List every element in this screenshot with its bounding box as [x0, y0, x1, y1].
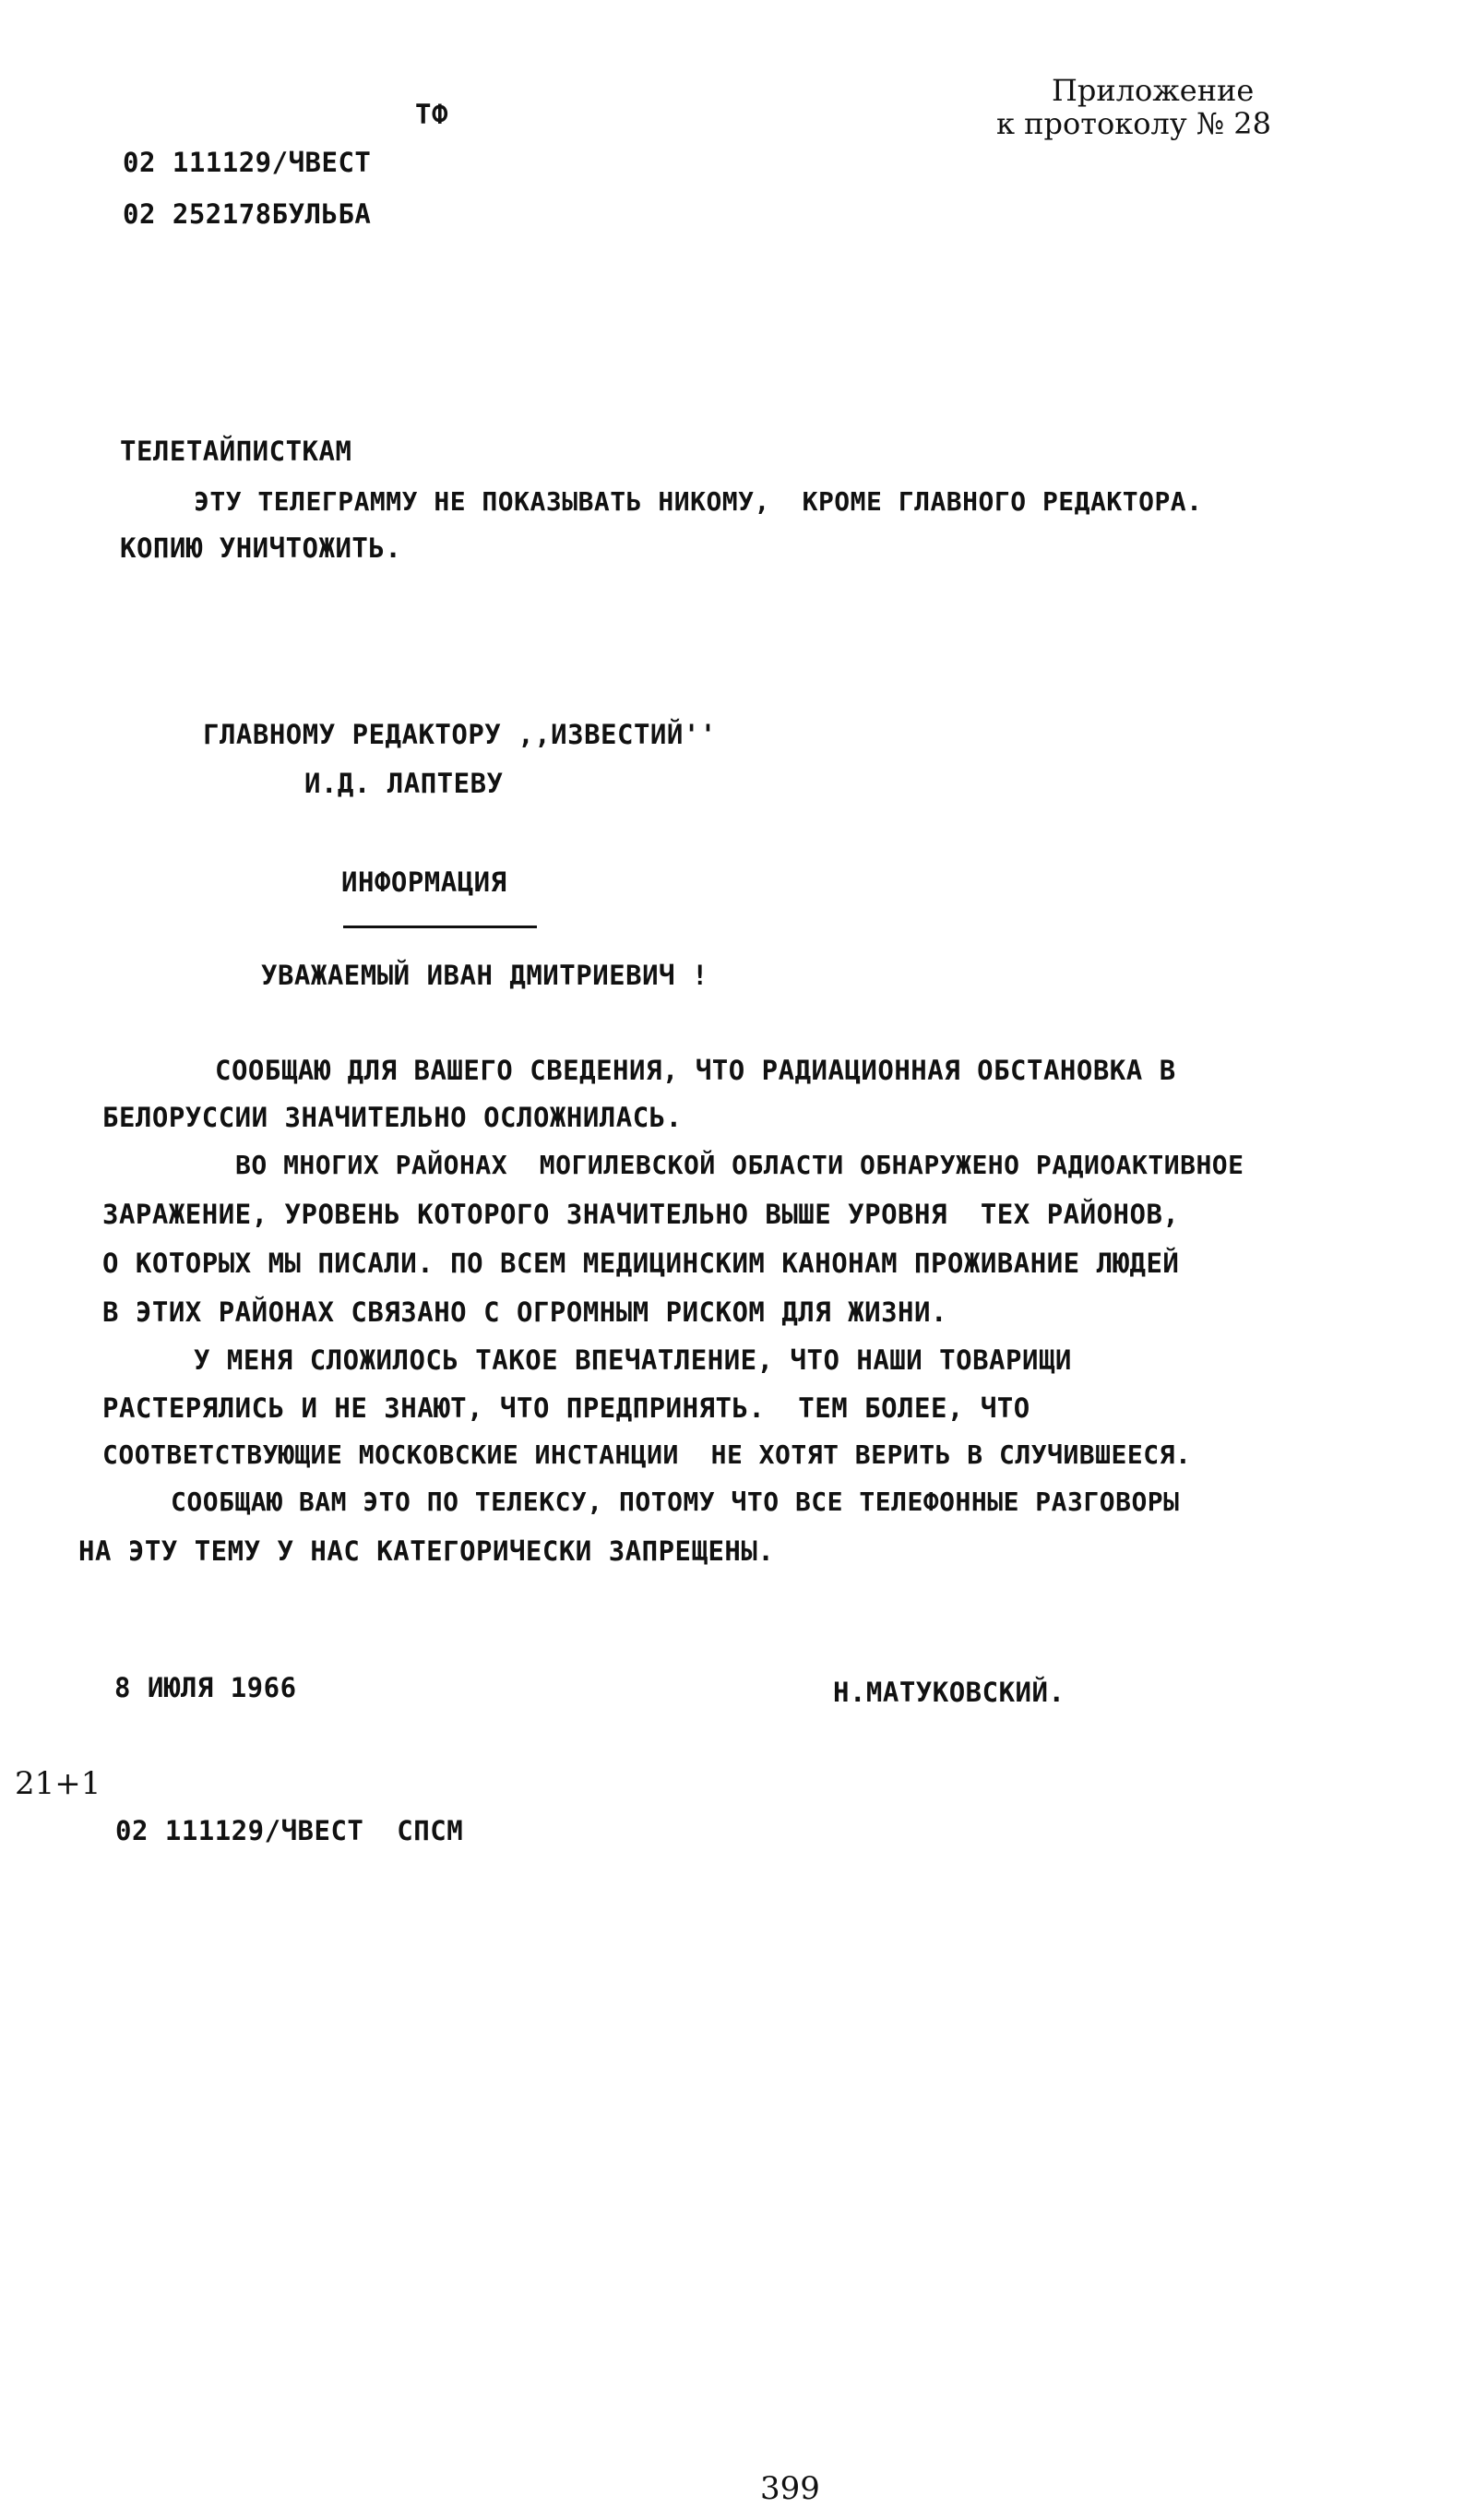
addressee-line-2: И.Д. ЛАПТЕВУ — [304, 768, 504, 799]
appendix-title: Приложение — [1052, 73, 1255, 108]
body-line-6: В ЭТИХ РАЙОНАХ СВЯЗАНО С ОГРОМНЫМ РИСКОМ ДЛЯ ЖИЗНИ. — [102, 1296, 947, 1328]
body-line-1: СООБЩАЮ ДЛЯ ВАШЕГО СВЕДЕНИЯ, ЧТО РАДИАЦИОННАЯ ОБСТАНОВКА В — [215, 1055, 1176, 1086]
route-line-2: 02 252178БУЛЬБА — [123, 198, 372, 230]
route-line-1: 02 111129/ЧВЕСТ — [123, 147, 372, 178]
body-line-8: РАСТЕРЯЛИСЬ И НЕ ЗНАЮТ, ЧТО ПРЕДПРИНЯТЬ. ТЕМ БОЛЕЕ, ЧТО — [102, 1392, 1030, 1424]
doc-title: ИНФОРМАЦИЯ — [341, 866, 507, 898]
body-line-11: НА ЭТУ ТЕМУ У НАС КАТЕГОРИЧЕСКИ ЗАПРЕЩЕНЫ. — [78, 1535, 775, 1567]
salutation: УВАЖАЕМЫЙ ИВАН ДМИТРИЕВИЧ ! — [261, 960, 708, 991]
body-line-3: ВО МНОГИХ РАЙОНАХ МОГИЛЕВСКОЙ ОБЛАСТИ ОБНАРУЖЕНО РАДИОАКТИВНОЕ — [235, 1150, 1244, 1180]
notice-title: ТЕЛЕТАЙПИСТКАМ — [120, 436, 352, 467]
body-line-5: О КОТОРЫХ МЫ ПИСАЛИ. ПО ВСЕМ МЕДИЦИНСКИМ КАНОНАМ ПРОЖИВАНИЕ ЛЮДЕЙ — [102, 1248, 1180, 1279]
body-line-10: СООБЩАЮ ВАМ ЭТО ПО ТЕЛЕКСУ, ПОТОМУ ЧТО ВСЕ ТЕЛЕФОННЫЕ РАЗГОВОРЫ — [171, 1487, 1180, 1517]
page-number: 399 — [760, 2470, 820, 2507]
body-line-7: У МЕНЯ СЛОЖИЛОСЬ ТАКОЕ ВПЕЧАТЛЕНИЕ, ЧТО НАШИ ТОВАРИЩИ — [194, 1344, 1072, 1376]
count-mark: 21+1 — [15, 1765, 101, 1802]
notice-line-1: ЭТУ ТЕЛЕГРАММУ НЕ ПОКАЗЫВАТЬ НИКОМУ, КРОМЕ ГЛАВНОГО РЕДАКТОРА. — [194, 486, 1203, 517]
notice-line-2: КОПИЮ УНИЧТОЖИТЬ. — [120, 532, 402, 564]
end-route-line: 02 111129/ЧВЕСТ СПСМ — [115, 1815, 464, 1846]
addressee-line-1: ГЛАВНОМУ РЕДАКТОРУ ,,ИЗВЕСТИЙ'' — [203, 719, 717, 750]
signature: Н.МАТУКОВСКИЙ. — [833, 1677, 1065, 1708]
body-line-9: СООТВЕТСТВУЮЩИЕ МОСКОВСКИЕ ИНСТАНЦИИ НЕ ХОТЯТ ВЕРИТЬ В СЛУЧИВШЕЕСЯ. — [102, 1439, 1192, 1470]
date: 8 ИЮЛЯ 1966 — [114, 1672, 297, 1703]
appendix-protocol: к протоколу № 28 — [996, 106, 1271, 141]
title-underline — [343, 926, 537, 928]
tf-mark: ТФ — [415, 99, 448, 130]
body-line-2: БЕЛОРУССИИ ЗНАЧИТЕЛЬНО ОСЛОЖНИЛАСЬ. — [102, 1102, 683, 1133]
body-line-4: ЗАРАЖЕНИЕ, УРОВЕНЬ КОТОРОГО ЗНАЧИТЕЛЬНО ВЫШЕ УРОВНЯ ТЕХ РАЙОНОВ, — [102, 1199, 1180, 1230]
